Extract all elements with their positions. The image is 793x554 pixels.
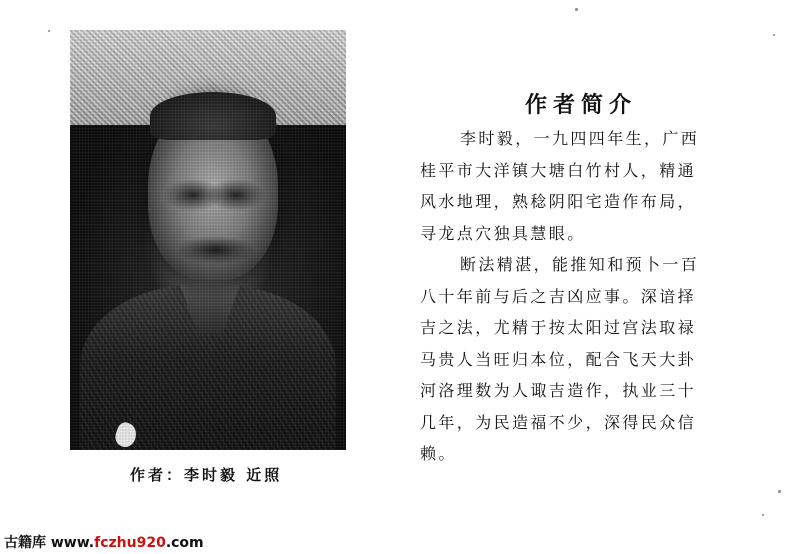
bio-line: 风水地理，熟稔阴阳宅造作布局，	[420, 192, 697, 211]
bio-line: 马贵人当旺归本位，配合飞天大卦	[420, 349, 697, 369]
site-watermark	[4, 532, 204, 552]
site-url-accent: fczhu920	[94, 535, 166, 551]
bio-line: 吉之法，尤精于按太阳过宫法取禄	[420, 318, 697, 337]
bio-line: 断法精湛，能推知和预卜一百	[460, 255, 700, 274]
bio-line: 寻龙点穴独具慧眼。	[420, 223, 586, 243]
author-bio	[420, 123, 755, 470]
scan-speck	[778, 490, 781, 493]
site-url-prefix: www.	[50, 535, 95, 551]
site-url[interactable]	[51, 535, 204, 551]
bio-line: 赖。	[420, 444, 457, 463]
bio-line: 八十年前与后之吉凶应事。深谙择	[420, 286, 697, 306]
author-photo	[70, 30, 346, 450]
bio-line: 桂平市大洋镇大塘白竹村人，精通	[420, 160, 697, 180]
bio-line: 几年，为民造福不少，深得民众信	[420, 412, 697, 432]
scan-speck	[762, 514, 764, 516]
page-title: 作者简介	[525, 92, 638, 118]
bio-line: 河洛理数为人诹吉造作，执业三十	[420, 381, 697, 400]
scan-speck	[773, 34, 775, 36]
bio-line: 李时毅，一九四四年生，广西	[460, 129, 700, 148]
scan-speck	[575, 8, 578, 11]
scan-speck	[48, 30, 50, 32]
site-url-suffix: .com	[165, 535, 204, 551]
photo-caption: 作者：李时毅 近照	[130, 466, 283, 484]
site-name: 古籍库	[4, 535, 46, 551]
